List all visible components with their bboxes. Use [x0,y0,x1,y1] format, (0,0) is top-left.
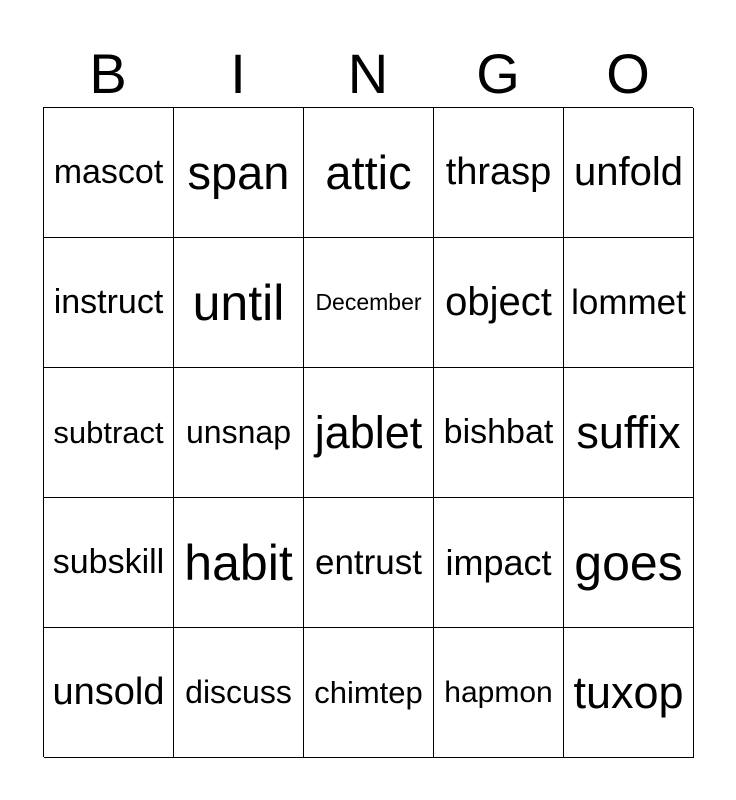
bingo-cell: lommet [564,238,694,368]
bingo-cell: instruct [44,238,174,368]
bingo-cell: unfold [564,108,694,238]
bingo-cell: object [434,238,564,368]
bingo-cell: jablet [304,368,434,498]
header-letter-g: G [476,42,520,105]
bingo-cell: span [174,108,304,238]
bingo-cell: goes [564,498,694,628]
bingo-cell: unsnap [174,368,304,498]
bingo-cell: chimtep [304,628,434,758]
header-letter-i: I [230,42,246,105]
bingo-grid [43,107,693,757]
bingo-cell: suffix [564,368,694,498]
bingo-cell: discuss [174,628,304,758]
header-letter-b: B [89,42,127,105]
bingo-cell: attic [304,108,434,238]
bingo-cell: subtract [44,368,174,498]
bingo-cell: until [174,238,304,368]
bingo-cell: entrust [304,498,434,628]
bingo-cell: subskill [44,498,174,628]
bingo-cell: hapmon [434,628,564,758]
header-letter-o: O [606,42,650,105]
bingo-cell: tuxop [564,628,694,758]
header-letter-n: N [347,42,389,105]
bingo-cell: December [304,238,434,368]
bingo-cell: mascot [44,108,174,238]
bingo-header [43,40,693,108]
bingo-cell: unsold [44,628,174,758]
bingo-cell: thrasp [434,108,564,238]
bingo-cell: impact [434,498,564,628]
bingo-cell: habit [174,498,304,628]
bingo-cell: bishbat [434,368,564,498]
